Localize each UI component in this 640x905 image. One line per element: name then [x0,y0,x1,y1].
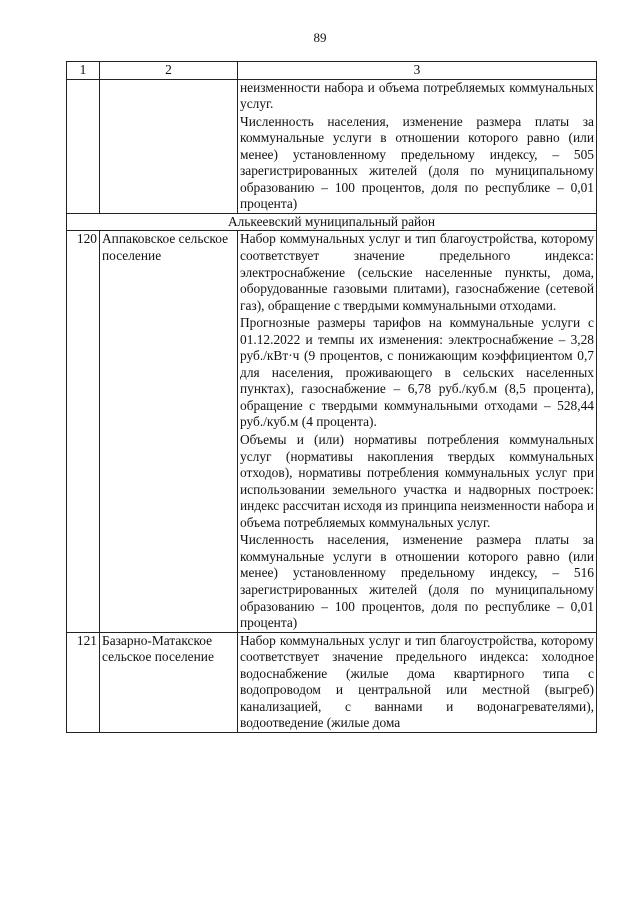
cell-description [238,79,597,213]
cell-num-empty [67,79,100,213]
description-paragraph: Численность населения, изменение размера платы за коммунальные услуги в отношении которого равно (или менее) установленному предельному индексу, – 505 зарегистрированных жителей (доля по муниципальному образованию – 100 процентов, доля по республике – 0,01 процента) [240,113,594,212]
table-row [67,231,597,632]
settlement-name: Базарно-Матакское сельское поселение [100,632,238,732]
section-title: Алькеевский муниципальный район [67,213,597,231]
cell-description [238,231,597,632]
header-col-2: 2 [100,62,238,80]
description-paragraph: Объемы и (или) нормативы потребления коммунальных услуг (нормативы накопления твердых коммунальных отходов), нормативы потребления коммунальных услуг при использовании земельного участка и надворных построек: индекс рассчитан исходя из принципа неизменности набора и объема потребляемых коммунальных услуг. [240,432,594,530]
table-row [67,632,597,732]
row-number: 121 [67,632,100,732]
cell-name-empty [100,79,238,213]
description-paragraph: Набор коммунальных услуг и тип благоустройства, которому соответствует значение предельного индекса: электроснабжение (сельские населенные пункты, дома, оборудованные газовыми плитами), газоснабжение (сетевой газ), обращение с твердыми коммунальными отходами. [240,231,594,313]
table-row-continued [67,79,597,213]
header-col-3: 3 [238,62,597,80]
page-number: 89 [313,30,327,45]
table-header-row [67,62,597,80]
settlement-name: Аппаковское сельское поселение [100,231,238,632]
description-paragraph: Прогнозные размеры тарифов на коммунальные услуги с 01.12.2022 и темпы их изменения: электроснабжение – 3,28 руб./кВт·ч (9 процентов, с понижающим коэффициентом 0,7 для населения, проживающего в сельских населенных пунктах), газоснабжение – 6,78 руб./куб.м (8,5 процента), обращение с твердыми коммунальными отходами – 528,44 руб./куб.м (4 процента). [240,315,594,430]
header-col-1: 1 [67,62,100,80]
cell-description [238,632,597,732]
tariff-table [66,61,597,733]
description-paragraph: неизменности набора и объема потребляемых коммунальных услуг. [240,79,594,112]
row-number: 120 [67,231,100,632]
description-paragraph: Набор коммунальных услуг и тип благоустройства, которому соответствует значение предельного индекса: холодное водоснабжение (жилые дома квартирного типа с водопроводом и центральной или местной (выгреб) канализацией, с ваннами и водонагревателями), водоотведение (жилые дома [240,632,594,731]
description-paragraph: Численность населения, изменение размера платы за коммунальные услуги в отношении которого равно (или менее) установленному предельному индексу, – 516 зарегистрированных жителей (доля по муниципальному образованию – 100 процентов, доля по республике – 0,01 процента) [240,532,594,631]
section-row [67,213,597,231]
